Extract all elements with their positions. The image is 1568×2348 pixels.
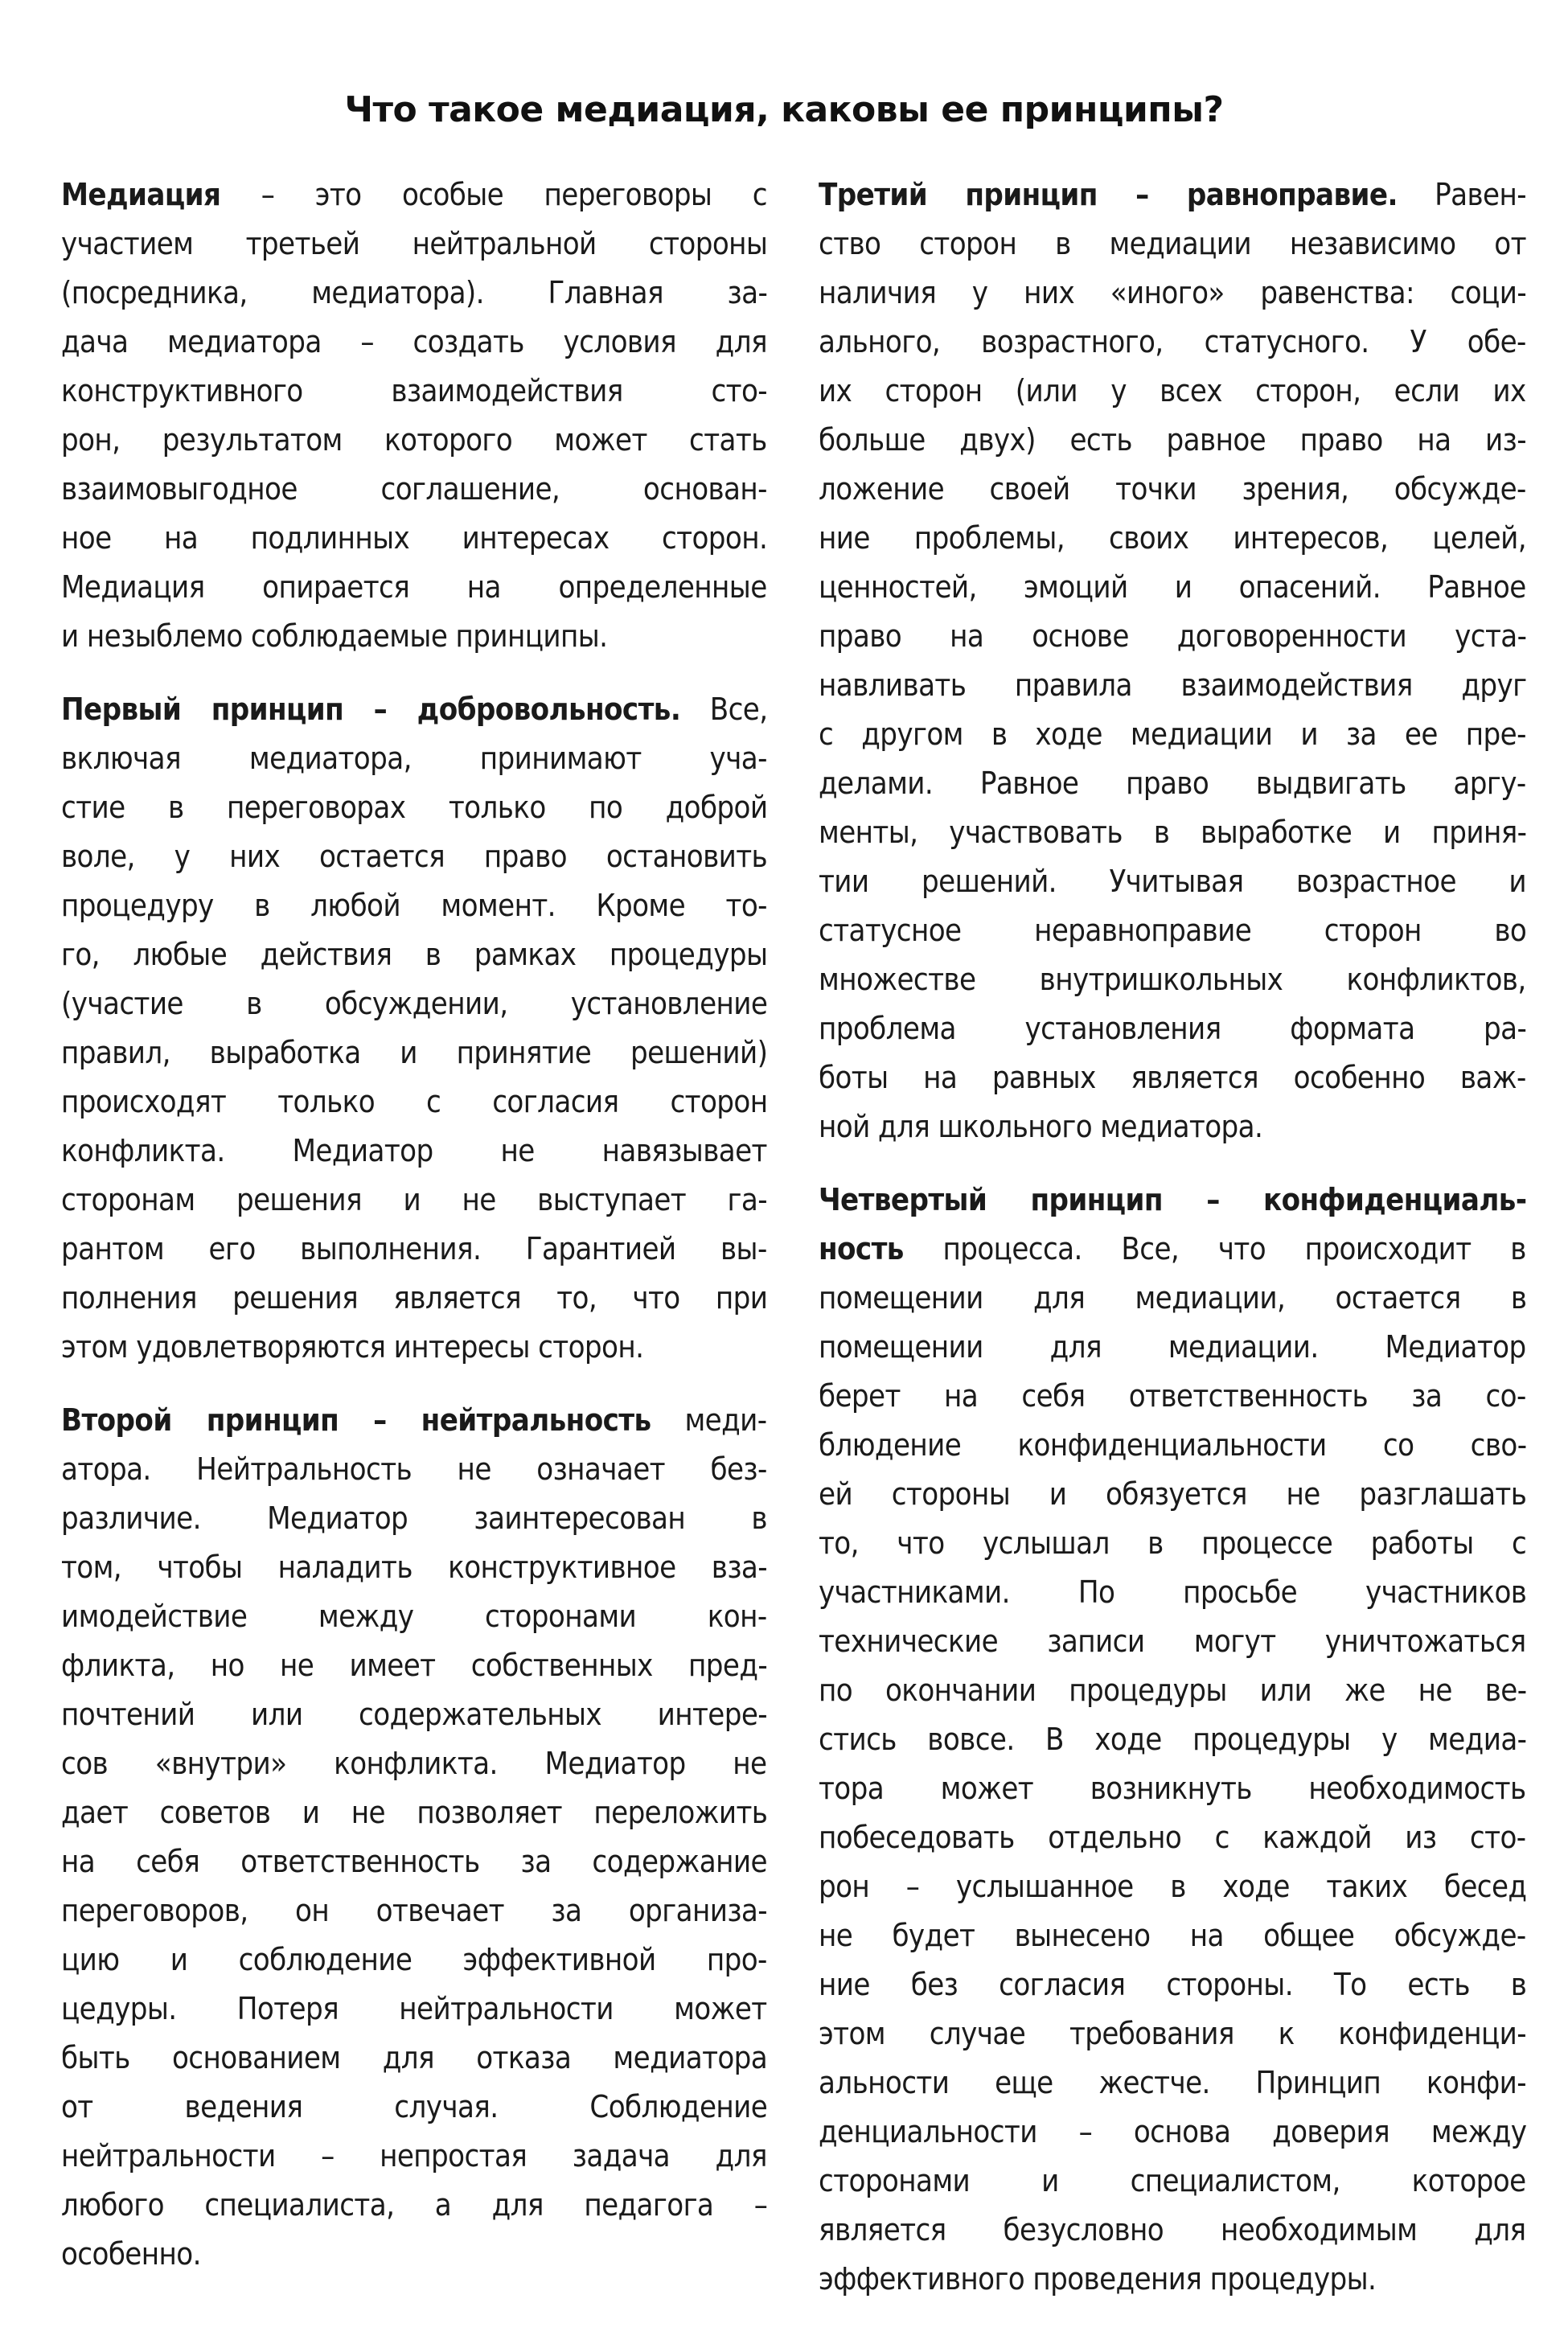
principle-heading: Второй принцип – нейтральность xyxy=(61,1402,651,1438)
text-line-content xyxy=(61,612,607,661)
text-line-content xyxy=(61,734,767,783)
body-text: Медиация опирается на определенные xyxy=(61,569,767,605)
body-text: не будет вынесено на общее обсужде- xyxy=(819,1918,1526,1953)
text-line xyxy=(819,416,1526,465)
text-line-content xyxy=(819,661,1526,710)
text-line xyxy=(819,1568,1526,1617)
text-line xyxy=(61,2083,767,2132)
text-line-content xyxy=(61,1028,767,1078)
left-column xyxy=(61,170,767,2303)
text-line xyxy=(61,685,767,734)
text-line xyxy=(61,930,767,979)
body-text: взаимовыгодное соглашение, основан- xyxy=(61,471,767,507)
text-line xyxy=(819,1666,1526,1715)
text-line xyxy=(819,857,1526,906)
text-line xyxy=(819,1715,1526,1764)
text-line xyxy=(819,2108,1526,2157)
body-text: стись вовсе. В ходе процедуры у медиа- xyxy=(819,1722,1526,1757)
text-line xyxy=(819,1911,1526,1960)
text-line-content xyxy=(61,1788,767,1837)
body-text: конфликта. Медиатор не навязывает xyxy=(61,1133,767,1168)
body-text: наличия у них «иного» равенства: соци- xyxy=(819,275,1526,310)
text-line xyxy=(61,1323,767,1372)
text-line xyxy=(819,465,1526,514)
text-line xyxy=(61,1445,767,1494)
text-line xyxy=(819,1102,1526,1151)
body-text: тора может возникнуть необходимость xyxy=(819,1771,1526,1806)
body-text: технические записи могут уничтожаться xyxy=(819,1623,1526,1659)
body-text: больше двух) есть равное право на из- xyxy=(819,422,1526,458)
body-text: особенно. xyxy=(61,2236,201,2272)
text-line-content xyxy=(819,1764,1526,1813)
body-text: ценностей, эмоций и опасений. Равное xyxy=(819,569,1526,605)
text-line xyxy=(819,955,1526,1004)
principle-heading: ность xyxy=(819,1231,904,1266)
body-text: рантом его выполнения. Гарантией вы- xyxy=(61,1231,767,1266)
body-text: сторонами и специалистом, которое xyxy=(819,2163,1526,2198)
body-text: делами. Равное право выдвигать аргу- xyxy=(819,766,1526,801)
text-line-content xyxy=(819,514,1526,563)
text-line xyxy=(819,367,1526,416)
body-text: цедуры. Потеря нейтральности может xyxy=(61,1991,767,2026)
body-text: помещении для медиации, остается в xyxy=(819,1280,1526,1316)
text-line-content xyxy=(819,1004,1526,1053)
text-line xyxy=(819,2157,1526,2206)
text-line-content xyxy=(61,1935,767,1985)
text-line xyxy=(819,1862,1526,1911)
text-line xyxy=(819,1764,1526,1813)
text-line-content xyxy=(61,1543,767,1592)
text-line xyxy=(61,2132,767,2181)
text-line xyxy=(819,2009,1526,2059)
body-text: го, любые действия в рамках процедуры xyxy=(61,937,767,972)
text-line-content xyxy=(819,955,1526,1004)
text-line-content xyxy=(61,2034,767,2083)
body-text: является безусловно необходимым для xyxy=(819,2212,1526,2247)
text-line-content xyxy=(819,1372,1526,1421)
body-text: дача медиатора – создать условия для xyxy=(61,324,767,359)
body-text: атора. Нейтральность не означает без- xyxy=(61,1451,767,1487)
body-text: участием третьей нейтральной стороны xyxy=(61,226,767,261)
text-line xyxy=(61,416,767,465)
text-line-content xyxy=(61,1837,767,1886)
text-line xyxy=(61,269,767,318)
text-line-content xyxy=(61,2083,767,2132)
body-text: (посредника, медиатора). Главная за- xyxy=(61,275,767,310)
text-line xyxy=(819,1323,1526,1372)
text-line-content xyxy=(819,1323,1526,1372)
text-line xyxy=(819,2255,1526,2304)
text-line-content xyxy=(819,612,1526,661)
text-line-content xyxy=(61,1886,767,1935)
body-text: боты на равных является особенно важ- xyxy=(819,1060,1526,1095)
body-text: ей стороны и обязуется не разглашать xyxy=(819,1476,1526,1512)
text-line-content xyxy=(61,783,767,832)
body-text: Равен- xyxy=(1397,177,1526,212)
text-line-content xyxy=(819,1176,1526,1225)
principle-heading: Третий принцип – равноправие. xyxy=(819,177,1398,212)
text-line-content xyxy=(819,2059,1526,2108)
text-line xyxy=(61,1274,767,1323)
text-line xyxy=(819,563,1526,612)
text-line-content xyxy=(61,170,767,220)
body-text: на себя ответственность за содержание xyxy=(61,1844,767,1879)
body-text: включая медиатора, принимают уча- xyxy=(61,741,767,776)
body-text: происходят только с согласия сторон xyxy=(61,1084,767,1119)
text-line xyxy=(61,318,767,367)
text-line-content xyxy=(819,318,1526,367)
text-line xyxy=(61,1494,767,1543)
text-line-content xyxy=(819,220,1526,269)
text-line-content xyxy=(819,1568,1526,1617)
text-line-content xyxy=(819,269,1526,318)
text-line-content xyxy=(61,685,767,734)
text-line-content xyxy=(819,1421,1526,1470)
body-text: ложение своей точки зрения, обсужде- xyxy=(819,471,1526,507)
paragraph xyxy=(61,170,767,661)
text-line-content xyxy=(819,2206,1526,2255)
body-text: фликта, но не имеет собственных пред- xyxy=(61,1648,767,1683)
text-line xyxy=(819,1274,1526,1323)
body-text: от ведения случая. Соблюдение xyxy=(61,2089,767,2124)
body-text: любого специалиста, а для педагога – xyxy=(61,2187,767,2223)
text-line-content xyxy=(61,881,767,930)
text-line xyxy=(61,1543,767,1592)
body-text: (участие в обсуждении, установление xyxy=(61,986,767,1021)
body-text: почтений или содержательных интере- xyxy=(61,1697,767,1732)
text-line-content xyxy=(61,1274,767,1323)
text-line-content xyxy=(819,1960,1526,2009)
text-line-content xyxy=(61,1078,767,1127)
text-line xyxy=(61,1641,767,1690)
text-line xyxy=(819,220,1526,269)
text-line xyxy=(819,1960,1526,2009)
body-text: альности еще жестче. Принцип конфи- xyxy=(819,2065,1526,2100)
text-line-content xyxy=(61,1739,767,1788)
body-text: и незыблемо соблюдаемые принципы. xyxy=(61,618,608,654)
text-line-content xyxy=(819,1102,1262,1151)
body-text: менты, участвовать в выработке и приня- xyxy=(819,815,1526,850)
paragraph xyxy=(61,685,767,1372)
text-line xyxy=(61,1592,767,1641)
text-line-content xyxy=(819,465,1526,514)
body-text: ние проблемы, своих интересов, целей, xyxy=(819,520,1526,556)
body-text: полнения решения является то, что при xyxy=(61,1280,767,1316)
text-line xyxy=(819,1617,1526,1666)
text-line xyxy=(819,808,1526,857)
text-line xyxy=(819,759,1526,808)
text-line xyxy=(61,1396,767,1445)
principle-heading: Первый принцип – добровольность. xyxy=(61,692,681,727)
text-line-content xyxy=(61,2230,201,2279)
text-line-content xyxy=(61,2181,767,2230)
body-text: воле, у них остается право остановить xyxy=(61,839,767,874)
text-line xyxy=(819,1813,1526,1862)
text-line-content xyxy=(61,1127,767,1176)
text-line-content xyxy=(819,2108,1526,2157)
body-text: побеседовать отдельно с каждой из сто- xyxy=(819,1820,1526,1855)
text-line xyxy=(61,1935,767,1985)
text-line xyxy=(61,1690,767,1739)
text-line-content xyxy=(61,832,767,881)
text-line xyxy=(819,661,1526,710)
text-line xyxy=(61,465,767,514)
text-line xyxy=(61,1886,767,1935)
text-line-content xyxy=(61,1690,767,1739)
body-text: этом случае требования к конфиденци- xyxy=(819,2016,1526,2051)
body-text: статусное неравноправие сторон во xyxy=(819,913,1526,948)
text-line xyxy=(61,1837,767,1886)
text-line xyxy=(61,734,767,783)
body-text: переговоров, он отвечает за организа- xyxy=(61,1893,767,1928)
text-line-content xyxy=(819,1053,1526,1102)
text-line-content xyxy=(61,220,767,269)
body-text: множестве внутришкольных конфликтов, xyxy=(819,962,1526,997)
body-text: то, что услышал в процессе работы с xyxy=(819,1525,1526,1561)
body-text: конструктивного взаимодействия сто- xyxy=(61,373,767,408)
body-text: их сторон (или у всех сторон, если их xyxy=(819,373,1526,408)
text-line xyxy=(61,1788,767,1837)
text-line xyxy=(61,612,767,661)
body-text: берет на себя ответственность за со- xyxy=(819,1378,1526,1414)
right-column xyxy=(819,170,1526,2328)
body-text: сов «внутри» конфликта. Медиатор не xyxy=(61,1746,767,1781)
text-line-content xyxy=(819,563,1526,612)
body-text: этом удовлетворяются интересы сторон. xyxy=(61,1329,644,1365)
text-line xyxy=(61,367,767,416)
body-text: эффективного проведения процедуры. xyxy=(819,2261,1377,2297)
text-line xyxy=(61,514,767,563)
text-line xyxy=(819,1421,1526,1470)
text-line xyxy=(61,1985,767,2034)
text-line xyxy=(819,1372,1526,1421)
text-line-content xyxy=(819,1274,1526,1323)
text-line-content xyxy=(819,1470,1526,1519)
text-line-content xyxy=(61,2132,767,2181)
text-line-content xyxy=(61,514,767,563)
body-text: процесса. Все, что происходит в xyxy=(903,1231,1526,1266)
text-line xyxy=(819,1470,1526,1519)
text-line-content xyxy=(819,416,1526,465)
text-line-content xyxy=(61,979,767,1028)
text-line-content xyxy=(61,367,767,416)
text-line xyxy=(819,2206,1526,2255)
text-line-content xyxy=(819,1519,1526,1568)
text-line-content xyxy=(819,2157,1526,2206)
principle-heading: Медиация xyxy=(61,177,221,212)
body-text: по окончании процедуры или же не ве- xyxy=(819,1673,1526,1708)
text-line-content xyxy=(819,759,1526,808)
text-line xyxy=(61,563,767,612)
text-line-content xyxy=(61,1985,767,2034)
principle-heading: Четвертый принцип – конфиденциаль- xyxy=(819,1182,1526,1217)
body-text: меди- xyxy=(651,1402,767,1438)
text-line-content xyxy=(61,1396,767,1445)
text-line-content xyxy=(61,465,767,514)
text-line xyxy=(61,2230,767,2279)
text-line xyxy=(61,2181,767,2230)
text-line xyxy=(61,1078,767,1127)
text-line-content xyxy=(819,808,1526,857)
body-text: – это особые переговоры с xyxy=(220,177,767,212)
text-line xyxy=(819,1225,1526,1274)
body-text: правил, выработка и принятие решений) xyxy=(61,1035,767,1070)
text-line-content xyxy=(61,416,767,465)
body-text: помещении для медиации. Медиатор xyxy=(819,1329,1526,1365)
body-text: навливать правила взаимодействия друг xyxy=(819,667,1526,703)
text-line-content xyxy=(819,2255,1376,2304)
body-text: цию и соблюдение эффективной про- xyxy=(61,1942,767,1977)
text-line xyxy=(61,1028,767,1078)
text-line xyxy=(61,881,767,930)
text-line-content xyxy=(61,1176,767,1225)
body-text: участниками. По просьбе участников xyxy=(819,1574,1526,1610)
text-line-content xyxy=(819,1666,1526,1715)
body-text: том, чтобы наладить конструктивное вза- xyxy=(61,1550,767,1585)
text-line-content xyxy=(819,1862,1526,1911)
body-text: проблема установления формата ра- xyxy=(819,1011,1526,1046)
text-line xyxy=(819,318,1526,367)
text-line-content xyxy=(819,1715,1526,1764)
text-line xyxy=(61,2034,767,2083)
text-line-content xyxy=(819,170,1526,220)
text-line-content xyxy=(819,710,1526,759)
body-text: сторонам решения и не выступает га- xyxy=(61,1182,767,1217)
body-text: имодействие между сторонами кон- xyxy=(61,1599,767,1634)
text-line-content xyxy=(819,1225,1526,1274)
page-title: Что такое медиация, каковы ее принципы? xyxy=(344,89,1224,131)
body-text: ное на подлинных интересах сторон. xyxy=(61,520,767,556)
text-line-content xyxy=(61,269,767,318)
body-text: быть основанием для отказа медиатора xyxy=(61,2040,767,2075)
text-line-content xyxy=(819,1813,1526,1862)
body-text: ство сторон в медиации независимо от xyxy=(819,226,1526,261)
text-line-content xyxy=(819,857,1526,906)
text-line-content xyxy=(61,1494,767,1543)
paragraph xyxy=(819,170,1526,1151)
text-line xyxy=(61,1225,767,1274)
text-line-content xyxy=(819,1911,1526,1960)
body-text: тии решений. Учитывая возрастное и xyxy=(819,864,1526,899)
body-text: стие в переговорах только по доброй xyxy=(61,790,767,825)
text-line xyxy=(819,1053,1526,1102)
text-line-content xyxy=(819,1617,1526,1666)
text-line xyxy=(819,906,1526,955)
text-line-content xyxy=(61,1641,767,1690)
text-line xyxy=(819,612,1526,661)
body-text: дает советов и не позволяет переложить xyxy=(61,1795,767,1830)
text-line xyxy=(61,1127,767,1176)
text-line xyxy=(819,170,1526,220)
text-line xyxy=(61,220,767,269)
body-text: рон – услышанное в ходе таких бесед xyxy=(819,1869,1526,1904)
text-line-content xyxy=(819,367,1526,416)
text-line xyxy=(819,1176,1526,1225)
text-line-content xyxy=(61,318,767,367)
text-line xyxy=(61,1739,767,1788)
body-text: процедуру в любой момент. Кроме то- xyxy=(61,888,767,923)
body-text: различие. Медиатор заинтересован в xyxy=(61,1500,767,1536)
body-text: ной для школьного медиатора. xyxy=(819,1109,1263,1144)
text-line xyxy=(819,1004,1526,1053)
text-line-content xyxy=(61,563,767,612)
text-line xyxy=(819,1519,1526,1568)
text-line xyxy=(61,832,767,881)
text-line-content xyxy=(819,906,1526,955)
text-line xyxy=(61,979,767,1028)
text-line-content xyxy=(819,2009,1526,2059)
paragraph xyxy=(61,1396,767,2279)
text-line-content xyxy=(61,930,767,979)
text-line xyxy=(61,783,767,832)
text-line xyxy=(61,1176,767,1225)
body-text: денциальности – основа доверия между xyxy=(819,2114,1526,2149)
body-text: ние без согласия стороны. То есть в xyxy=(819,1967,1526,2002)
text-line xyxy=(819,710,1526,759)
text-line xyxy=(819,2059,1526,2108)
paragraph xyxy=(819,1176,1526,2304)
body-text: право на основе договоренности уста- xyxy=(819,618,1526,654)
text-line-content xyxy=(61,1445,767,1494)
text-line-content xyxy=(61,1592,767,1641)
body-text: ального, возрастного, статусного. У обе- xyxy=(819,324,1526,359)
text-line xyxy=(819,269,1526,318)
body-text: с другом в ходе медиации и за ее пре- xyxy=(819,716,1526,752)
text-line-content xyxy=(61,1323,643,1372)
body-text: нейтральности – непростая задача для xyxy=(61,2138,767,2174)
body-text: Все, xyxy=(680,692,767,727)
text-line xyxy=(61,170,767,220)
body-text: блюдение конфиденциальности со сво- xyxy=(819,1427,1526,1463)
text-line xyxy=(819,514,1526,563)
body-text: рон, результатом которого может стать xyxy=(61,422,767,458)
text-line-content xyxy=(61,1225,767,1274)
